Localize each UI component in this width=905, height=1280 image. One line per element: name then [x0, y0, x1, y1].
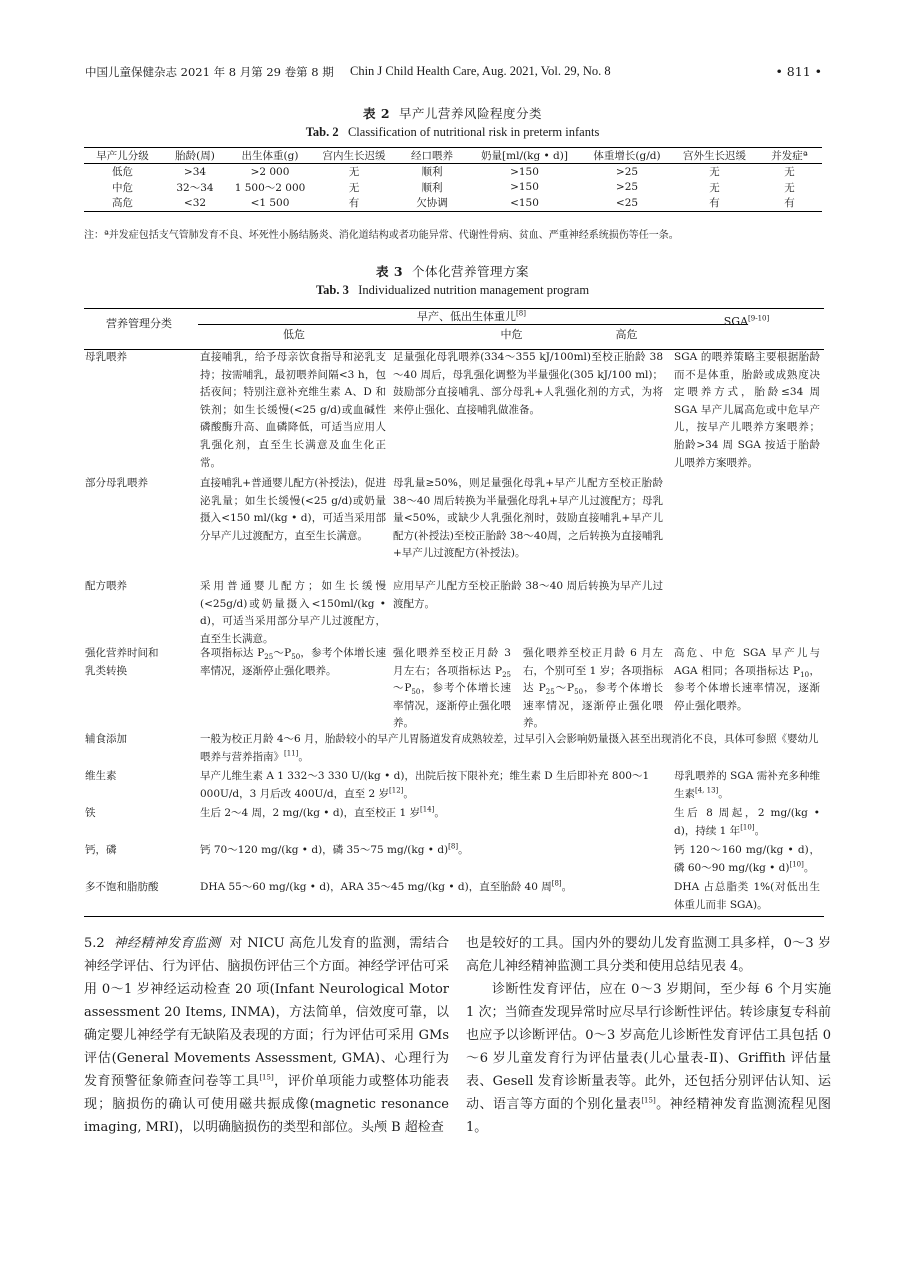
table2-col-header: 并发症ª [757, 148, 822, 164]
table-cell: 有 [311, 195, 397, 211]
table2-col-header: 体重增长(g/d) [582, 148, 672, 164]
table-cell: >25 [615, 181, 639, 194]
row-label: 辅食添加 [85, 733, 127, 745]
table3-caption-cn: 表 3 个体化营养管理方案 [375, 264, 530, 279]
table-cell: >150 [510, 165, 539, 178]
table-cell: 无 [784, 166, 795, 179]
table3-col-header: 高危 [615, 328, 638, 341]
table-cell: DHA 55～60 mg/(kg • d)，ARA 35～45 mg/(kg • d)，直至胎龄 40 周[8]。 [200, 879, 573, 893]
table-cell: DHA 占总脂类 1%(对低出生体重儿而非 SGA)。 [674, 881, 820, 911]
table-cell: <150 [467, 195, 582, 211]
table-cell: >34 [183, 165, 207, 178]
table3-group-header: 早产、低出生体重儿[8] [417, 309, 526, 323]
table2-col-header: 经口喂养 [397, 148, 467, 164]
paragraph: 5.2 神经精神发育监测 对 NICU 高危儿发育的监测，需结合神经学评估、行为评估、脑损伤评估三个方面。神经学评估可采用 0～1 岁神经运动检查 20 项(Infant Neurological Motor assessment 20 Items, INMA)，方法简单，信效度可靠，以确定婴儿神经学有无缺陷及表现的方面；行为评估可采用 GMs 评估(General Movements Assessment, GMA)、心理行为发育预警征象筛查问卷等工具[15]，评价单项能力或整体功能表现；脑损伤的确认可使用磁共振成像(magnetic resonance imaging, MRI)，以明确脑损伤的类型和部位。头颅 B 超检查 [84, 936, 449, 1135]
table-cell: 有 [757, 195, 822, 211]
table-cell: SGA 的喂养策略主要根据胎龄而不是体重，胎龄或成熟度决定喂养方式，胎龄≤34 周 SGA 早产儿属高危或中危早产儿，按早产儿喂养方案喂养；胎龄>34 周 SGA 按适于胎龄儿喂养方案喂养。 [674, 351, 820, 469]
row-label: 部分母乳喂养 [85, 477, 148, 489]
table2-col-header: 出生体重(g) [229, 148, 311, 164]
table-cell: 母乳量≥50%，则足量强化母乳+早产儿配方至校正胎龄 38～40 周后转换为半量强化母乳+早产儿过渡配方；母乳量<50%，或缺少人乳强化剂时，鼓励直接哺乳+早产儿配方(补授法)至校正胎龄 38～40周，之后转换为直接哺乳+早产儿过渡配方(补授法)。 [393, 477, 663, 560]
journal-title-cn: 中国儿童保健杂志 2021 年 8 月第 29 卷第 8 期 [85, 65, 334, 79]
running-header [85, 64, 822, 82]
table-cell: 生后 8 周起，2 mg/(kg • d)，持续 1 年[10]。 [674, 807, 820, 837]
table-cell: >2 000 [250, 165, 290, 178]
table2-caption-en: Tab. 2 Classification of nutritional risk in preterm infants [305, 125, 600, 139]
table3-col-header: 低危 [283, 328, 305, 341]
table-cell: 无 [784, 181, 795, 194]
table2-col-header: 宫内生长迟缓 [311, 148, 397, 164]
table-row [84, 164, 822, 180]
journal-title-en: Chin J Child Health Care, Aug. 2021, Vol. 29, No. 8 [350, 64, 611, 78]
table-cell: 低危 [112, 166, 133, 179]
table-row [84, 195, 822, 211]
table3-header [84, 308, 824, 350]
row-label: 钙，磷 [85, 844, 117, 856]
table-cell: 生后 2～4 周，2 mg/(kg • d)，直至校正 1 岁[14]。 [200, 805, 445, 819]
row-label: 母乳喂养 [85, 351, 127, 363]
table-row [84, 180, 822, 196]
table-cell: 无 [709, 166, 720, 179]
row-label: 配方喂养 [85, 580, 127, 592]
table-cell: 早产儿维生素 A 1 332～3 330 U/(kg • d)，出院后按下限补充；维生素 D 生后即补充 800～1 000U/d，3 月后改 400U/d，直至 2 岁[12]。 [200, 770, 650, 800]
table3-col-header: 中危 [500, 328, 523, 341]
table-cell: 各项指标达 $P_{25}\sim P_{50}$，参考个体增长速率情况，逐渐停止强化喂养。 [200, 647, 386, 677]
table2-col-header: 宫外生长迟缓 [672, 148, 757, 164]
table-cell: 采用普通婴儿配方；如生长缓慢(<25g/d)或奶量摄入<150ml/(kg • d)，可适当采用部分早产儿过渡配方，直至生长满意。 [200, 580, 386, 645]
table-cell: 有 [672, 195, 757, 211]
table-cell: <25 [582, 195, 672, 211]
table3-group-rule [198, 324, 748, 325]
table-cell: 无 [709, 181, 720, 194]
table-cell: 顺利 [421, 166, 443, 179]
table3-col-header: 营养管理分类 [106, 317, 172, 330]
body-column-right [466, 932, 831, 1139]
table2-header-row [84, 148, 822, 164]
table2-note: 注：ª并发症包括支气管肺发育不良、坏死性小肠结肠炎、消化道结构或者功能异常、代谢性骨病、贫血、严重神经系统损伤等任一条。 [84, 230, 679, 241]
table-cell: 高危 [84, 195, 161, 211]
section-number: 5.2 [84, 936, 105, 951]
table3-bottom-rule [84, 916, 824, 917]
section-title: 神经精神发育监测 [113, 936, 221, 951]
table2-caption-cn: 表 2 早产儿营养风险程度分类 [362, 106, 543, 121]
table-cell: 无 [348, 166, 360, 179]
table-cell: 1 500～2 000 [234, 181, 306, 194]
table3-col-header: SGA[9-10] [723, 314, 770, 328]
paragraph: 诊断性发育评估，应在 0～3 岁期间，至少每 6 个月实施 1 次；当筛查发现异常时应尽早行诊断性评估。转诊康复专科前也应予以诊断评估。0～3 岁高危儿诊断性发育评估工具包括 0～6 岁儿童发育行为评估量表(儿心量表-Ⅱ)、Griffith 评估量表、Gesell 发育诊断量表等。此外，还包括分别评估认知、运动、语言等方面的个别化量表[15]。神经精神发育监测流程见图 1。 [466, 982, 831, 1135]
table-cell: <32 [161, 195, 229, 211]
table-cell: 直接哺乳，给予母亲饮食指导和泌乳支持；按需哺乳，最初喂养间隔<3 h，包括夜间；特别注意补充维生素 A、D 和铁剂；如生长缓慢(<25 g/d)或血碱性磷酸酶升高、血磷降低，可适当应用人乳强化剂，直至生长满意及血生化正常。 [200, 351, 386, 469]
table-cell: 欠协调 [397, 195, 467, 211]
paragraph: 也是较好的工具。国内外的婴幼儿发育监测工具多样，0～3 岁高危儿神经精神监测工具分类和使用总结见表 4。 [466, 936, 831, 974]
row-label: 铁 [85, 807, 96, 819]
row-label: 强化营养时间和 乳类转换 [85, 647, 159, 677]
table3-caption-en: Tab. 3 Individualized nutrition management program [315, 283, 590, 297]
page-number: • 811 • [775, 64, 822, 79]
row-label: 多不饱和脂肪酸 [85, 881, 159, 893]
table2-col-header: 奶量[ml/(kg • d)] [467, 148, 582, 164]
row-label: 维生素 [85, 770, 117, 782]
table-cell: 高危、中危 SGA 早产儿与 AGA 相同；各项指标达 $P_{10}$，参考个体增长速率情况，逐渐停止强化喂养。 [674, 647, 821, 712]
body-column-left [84, 932, 449, 1139]
table2-col-header: 早产儿分级 [84, 148, 161, 164]
table-cell: >150 [510, 181, 539, 194]
table2 [84, 147, 822, 212]
table-cell: >25 [615, 165, 639, 178]
table-cell: 强化喂养至校正月龄 6 月左右，个别可至 1 岁；各项指标达 $P_{25}\sim P_{50}$，参考个体增长速率情况，逐渐停止强化喂养。 [523, 647, 664, 730]
table-cell: 无 [348, 181, 360, 194]
table-cell: 一般为校正月龄 4～6 月，胎龄较小的早产儿胃肠道发育成熟较差，过早引入会影响奶量摄入甚至出现消化不良，具体可参照《婴幼儿喂养与营养指南》[11]。 [200, 733, 819, 763]
table-cell: 钙 70～120 mg/(kg • d)，磷 35～75 mg/(kg • d)[8]。 [200, 842, 469, 856]
table-cell: 强化喂养至校正月龄 3 月左右；各项指标达 $P_{25}\sim P_{50}$，参考个体增长速率情况，逐渐停止强化喂养。 [393, 647, 511, 730]
table-cell: 应用早产儿配方至校正胎龄 38～40 周后转换为早产儿过渡配方。 [393, 580, 663, 610]
table-cell: 母乳喂养的 SGA 需补充多种维生素[4, 13]。 [674, 770, 820, 800]
table-cell: 顺利 [421, 181, 443, 194]
table-cell: 足量强化母乳喂养(334～355 kJ/100ml)至校正胎龄 38～40 周后，母乳强化调整为半量强化(305 kJ/100 ml)；鼓励部分直接哺乳、部分母乳+人乳强化剂的方式，为将来停止强化、直接哺乳做准备。 [393, 351, 663, 416]
table-cell: 直接哺乳+普通婴儿配方(补授法)，促进泌乳量；如生长缓慢(<25 g/d)或奶量摄入<150 ml/(kg • d)，可适当采用部分早产儿过渡配方，直至生长满意。 [200, 477, 386, 542]
table-cell: 32～34 [176, 181, 214, 194]
table-cell: 中危 [112, 181, 133, 194]
table-cell: 钙 120～160 mg/(kg • d)，磷 60～90 mg/(kg • d)[10]。 [674, 844, 820, 874]
table2-col-header: 胎龄(周) [161, 148, 229, 164]
table-cell: <1 500 [229, 195, 311, 211]
